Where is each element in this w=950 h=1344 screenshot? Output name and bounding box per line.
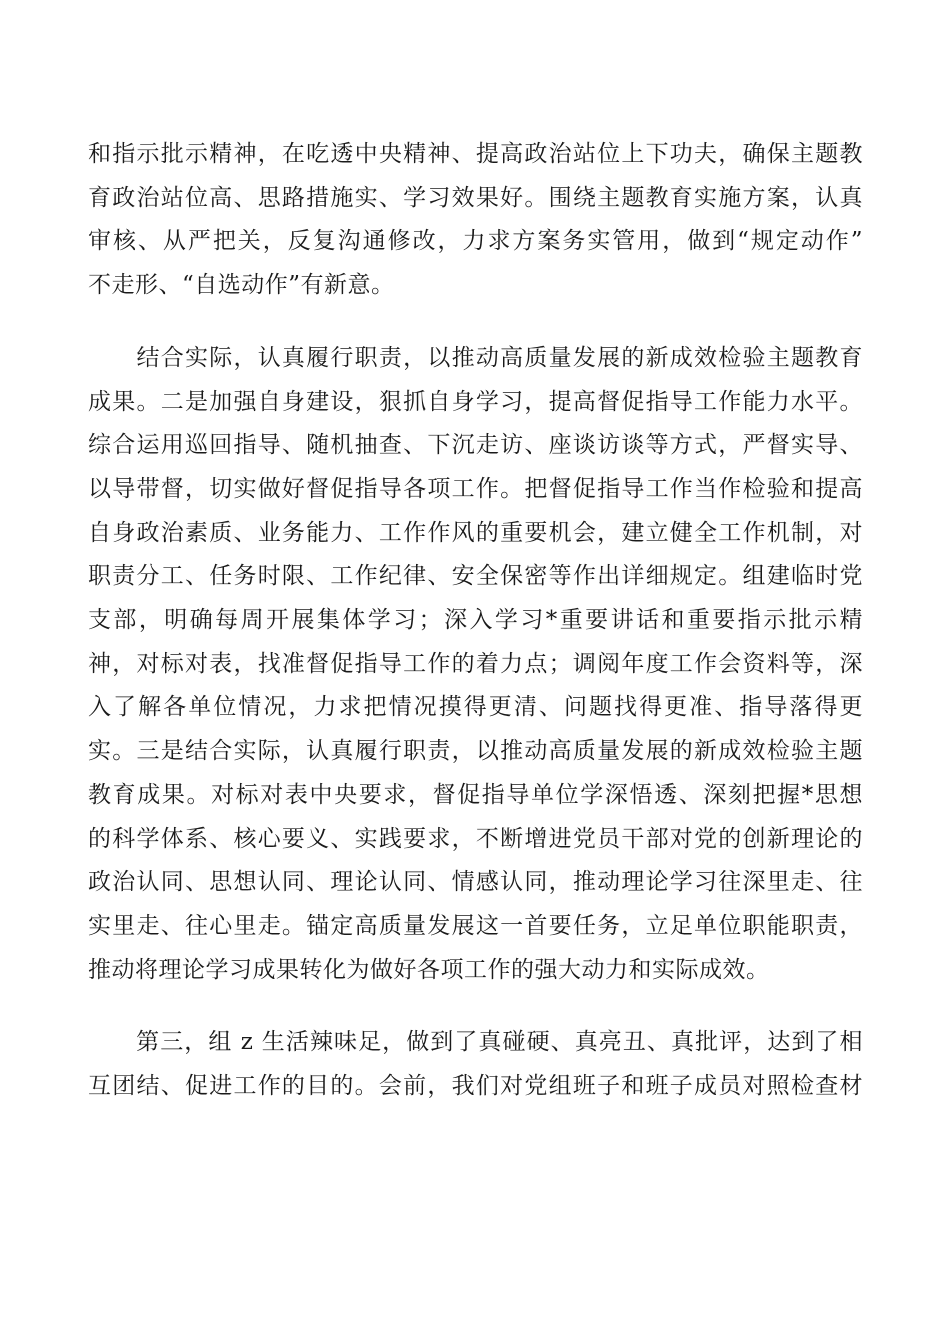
text-line: 不走形、“自选动作”有新意。 [88,272,395,299]
text-line: 教育成果。对标对表中央要求，督促指导单位学深悟透、深刻把握*思想 [88,781,863,808]
text-line: 和指示批示精神，在吃透中央精神、提高政治站位上下功夫，确保主题教 [88,141,863,167]
text-line: 入了解各单位情况，力求把情况摸得更清、问题找得更准、指导落得更 [88,694,863,721]
text-line: 支部，明确每周开展集体学习；深入学习*重要讲话和重要指示批示精 [88,607,863,634]
text-line: 审核、从严把关，反复沟通修改，力求方案务实管用，做到“规定动作” [88,228,863,255]
text-line: 综合运用巡回指导、随机抽查、下沉走访、座谈访谈等方式，严督实导、 [88,432,863,459]
paragraph-1 [88,133,863,308]
text-line: 职责分工、任务时限、工作纪律、安全保密等作出详细规定。组建临时党 [88,563,863,590]
paragraph-3 [88,1021,863,1108]
text-line: 实。三是结合实际，认真履行职责，以推动高质量发展的新成效检验主题 [88,738,863,765]
document-body [88,133,863,1138]
text-line: 互团结、促进工作的目的。会前，我们对党组班子和班子成员对照检查材 [88,1073,863,1100]
text-line: 神，对标对表，找准督促指导工作的着力点；调阅年度工作会资料等，深 [88,650,863,677]
paragraph-2 [88,337,863,993]
text-line: 以导带督，切实做好督促指导各项工作。把督促指导工作当作检验和提高 [88,475,863,502]
text-line: 的科学体系、核心要义、实践要求，不断增进党员干部对党的创新理论的 [88,825,863,852]
text-line: 结合实际，认真履行职责，以推动高质量发展的新成效检验主题教育 [88,344,863,371]
text-line: 成果。二是加强自身建设，狠抓自身学习，提高督促指导工作能力水平。 [88,388,863,415]
text-line: 实里走、往心里走。锚定高质量发展这一首要任务，立足单位职能职责， [88,912,863,939]
text-line: 第三，组 z 生活辣味足，做到了真碰硬、真亮丑、真批评，达到了相 [88,1029,863,1056]
text-line: 政治认同、思想认同、理论认同、情感认同，推动理论学习往深里走、往 [88,869,863,896]
text-line: 育政治站位高、思路措施实、学习效果好。围绕主题教育实施方案，认真 [88,184,863,211]
text-line: 推动将理论学习成果转化为做好各项工作的强大动力和实际成效。 [88,956,770,983]
text-line: 自身政治素质、业务能力、工作作风的重要机会，建立健全工作机制，对 [88,519,863,546]
